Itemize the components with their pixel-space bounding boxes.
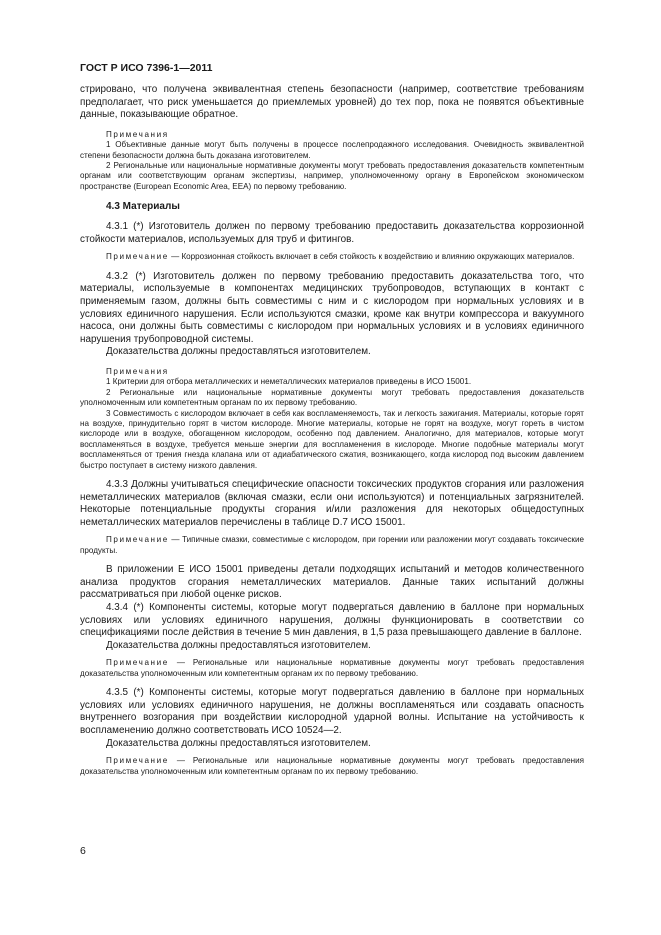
clause-4-3-2: 4.3.2 (*) Изготовитель должен по первому требованию предоставить доказательства того, что материалы, используемые в компонентах медицинских трубопроводов, вступающих в контакт с применяемым газом, должны быть совместимы с ним и с кислородом при нормальных условиях и в условиях единичного нарушения. Если используются смазки, кроме как внутри компрессора и вакуумного насоса, они должны быть совместимы с кислородом при нормальных условиях и в условиях единичного нарушения трубопроводной системы. — [80, 270, 584, 345]
note-text: — Региональные или национальные нормативные документы могут требовать предоставления доказательства уполномоченным или компетентным органам их по первому требованию. — [80, 658, 584, 678]
evidence-statement: Доказательства должны предоставляться изготовителем. — [106, 737, 371, 749]
notes-heading: Примечания — [106, 129, 169, 139]
note-item: 3 Совместимость с кислородом включает в себя как воспламеняемость, так и легкость зажигания. Материалы, которые горят на воздухе, принудительно горят в чистом кислороде. Многие материалы, которые не горят на воздухе, могут гореть в чистом кислороде или в воздухе, обогащенном кислородом, особенно под давлением. Аналогично, для материалов, которые могут воспламеняться в воздухе, требуется меньше энергии для воспламенения в кислороде. Многие подобные материалы могут воспламеняться от трения гнезда клапана или от адиабатического сжатия, возникающего, когда кислород под высоким давлением быстро поступает в систему низкого давления. — [80, 408, 584, 470]
note-label: Примечание — [106, 658, 169, 668]
intro-paragraph: стрировано, что получена эквивалентная степень безопасности (например, соответствие требованиям предполагает, что риск уменьшается до приемлемых уровней) до тех пор, пока не появятся объективные данные, показывающие обратное. — [80, 84, 584, 121]
note-label: Примечание — [106, 756, 169, 766]
note-text: — Коррозионная стойкость включает в себя стойкость к воздействию и влиянию окружающих материалов. — [168, 252, 575, 262]
note-text: — Типичные смазки, совместимые с кислородом, при горении или разложении могут создавать токсические продукты. — [80, 535, 584, 555]
note-4-3-4 — [80, 658, 584, 679]
section-title: 4.3 Материалы — [106, 201, 180, 213]
evidence-statement: Доказательства должны предоставляться изготовителем. — [106, 639, 371, 651]
evidence-statement: Доказательства должны предоставляться изготовителем. — [106, 346, 371, 358]
clause-4-3-5: 4.3.5 (*) Компоненты системы, которые могут подвергаться давлению в баллоне при нормальных условиях или условиях единичного нарушения, не должны воспламеняться или создавать опасность внутреннего возгорания при воздействии кислородной ударной волны. Испытание на устойчивость к воспламенению должно соответствовать ИСО 10524—2. — [80, 687, 584, 736]
page-number: 6 — [80, 845, 86, 857]
notes-heading: Примечания — [106, 366, 169, 376]
annex-e-paragraph: В приложении Е ИСО 15001 приведены детали подходящих испытаний и методов количественного анализа продуктов сгорания неметаллических материалов. Данные таких испытаний должны рассматриваться при любой оценке рисков. — [80, 564, 584, 601]
note-item: 2 Региональные или национальные нормативные документы могут требовать предоставления доказательств компетентным органам или соответствующим органам экспертизы, например, уполномоченному органу в Европейском экономическом пространстве (European Economic Area, EEA) по первому требованию. — [80, 161, 584, 191]
note-item: 1 Объективные данные могут быть получены в процессе послепродажного исследования. Очевидность эквивалентной степени безопасности должна быть доказана изготовителем. — [80, 140, 584, 160]
clause-4-3-4: 4.3.4 (*) Компоненты системы, которые могут подвергаться давлению в баллоне при нормальных условиях или условиях единичного нарушения, должны функционировать в соответствии со спецификациями после действия в течение 5 мин давления, в 1,5 раза превышающего давление в баллоне. — [80, 602, 584, 639]
page-content — [80, 84, 584, 777]
note-label: Примечание — [106, 535, 169, 545]
clause-4-3-3: 4.3.3 Должны учитываться специфические опасности токсических продуктов сгорания или разложения неметаллических материалов (включая смазки, если они используются) и потенциальных загрязнителей. Некоторые потенциальные продукты сгорания и/или разложения для некоторых общедоступных неметаллических материалов перечислены в таблице D.7 ИСО 15001. — [80, 479, 584, 528]
note-4-3-5 — [80, 756, 584, 777]
note-4-3-1 — [80, 252, 584, 262]
note-4-3-3 — [80, 535, 584, 556]
document-header: ГОСТ Р ИСО 7396-1—2011 — [80, 62, 213, 74]
note-text: — Региональные или национальные нормативные документы могут требовать предоставления доказательства уполномоченным или компетентным органам по их первому требованию. — [80, 756, 584, 776]
clause-4-3-1: 4.3.1 (*) Изготовитель должен по первому требованию предоставить доказательства коррозионной стойкости материалов, используемых для труб и фитингов. — [80, 221, 584, 245]
note-item: 1 Критерии для отбора металлических и неметаллических материалов приведены в ИСО 15001. — [106, 377, 472, 387]
note-item: 2 Региональные или национальные нормативные документы могут требовать предоставления доказательств уполномоченным или компетентным органам по их первому требованию. — [80, 387, 584, 408]
note-label: Примечание — [106, 252, 169, 262]
